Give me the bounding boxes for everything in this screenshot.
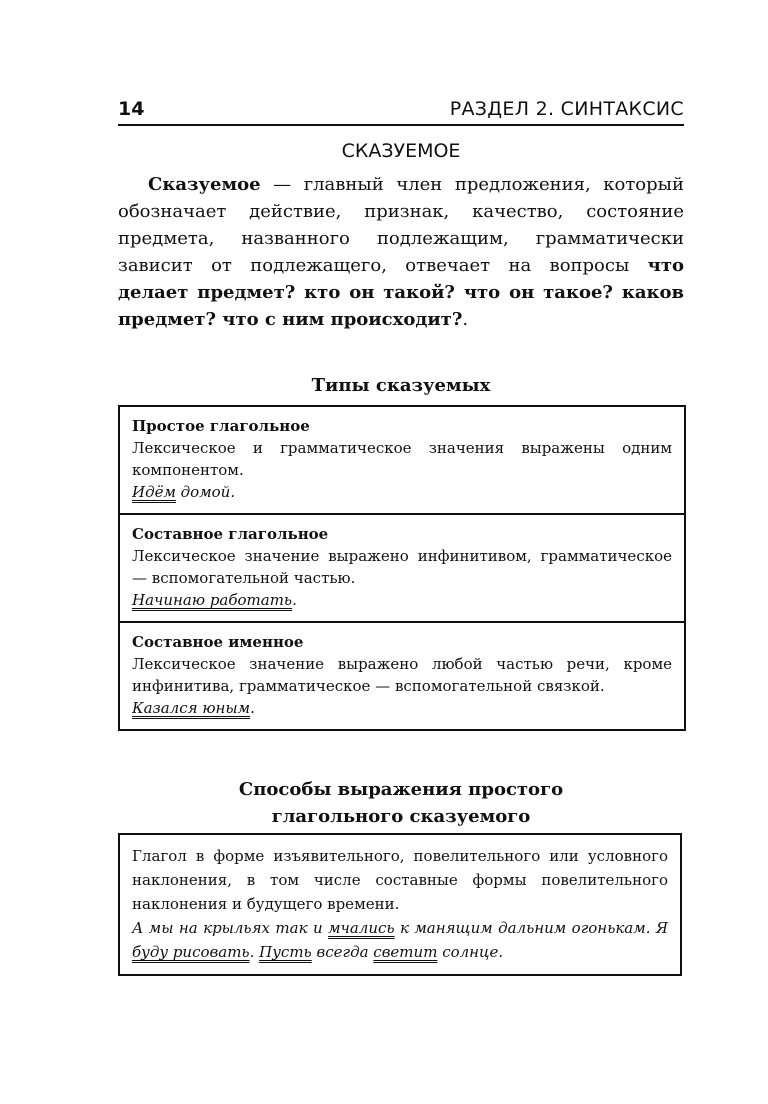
example-rest: домой. (175, 483, 236, 501)
types-heading: Типы сказуемых (311, 375, 491, 396)
section-header: РАЗДЕЛ 2. СИНТАКСИС (449, 98, 684, 120)
example-predicate: мчались (328, 919, 395, 937)
section-title: СКАЗУЕМОЕ (341, 140, 461, 162)
example-rest: . (250, 699, 255, 717)
type-example (132, 589, 672, 611)
type-title: Простое глагольное (132, 417, 310, 435)
definition-paragraph (118, 171, 684, 333)
definition-end: . (462, 309, 469, 330)
example-text: к манящим дальним огонькам. Я (394, 919, 668, 937)
example-text: . (249, 943, 260, 961)
example-predicate: светит (373, 943, 438, 961)
example-predicate: Идём (132, 483, 176, 501)
example-text: солнце. (437, 943, 504, 961)
ways-description: Глагол в форме изъявительного, повелительного или условного наклонения, в том числе составные формы повелительного наклонения и будущего времени. (132, 847, 668, 913)
ways-heading-line-2: глагольного сказуемого (271, 806, 531, 827)
ways-heading-line-1: Способы выражения простого (238, 779, 564, 800)
example-predicate: Начинаю работать (132, 591, 293, 609)
type-cell-compound-verbal (120, 513, 684, 621)
page-number: 14 (118, 98, 145, 120)
example-text: А мы на крыльях так и (132, 919, 329, 937)
type-cell-simple-verbal (120, 407, 684, 513)
ways-heading (118, 776, 684, 830)
definition-questions: что делает предмет? кто он такой? что он такое? каков предмет? что с ним происходит? (118, 255, 684, 330)
definition-term: Сказуемое (148, 174, 261, 195)
type-description: Лексическое значение выражено инфинитивом, грамматическое — вспомогательной частью. (132, 547, 672, 587)
page-header (118, 94, 684, 126)
definition-body: — главный член предложения, который обозначает действие, признак, качество, состояние предмета, названного подлежащим, грамматически зависит от подлежащего, отвечает на вопросы (118, 174, 684, 276)
ways-example (132, 916, 668, 964)
types-table (118, 405, 686, 731)
example-predicate: Пусть (259, 943, 312, 961)
type-example (132, 481, 672, 503)
definition-text (118, 171, 684, 333)
type-cell-compound-nominal (120, 621, 684, 729)
ways-box (118, 833, 682, 976)
type-example (132, 697, 672, 719)
example-predicate: Казался юным (132, 699, 251, 717)
example-text: всегда (311, 943, 374, 961)
type-description: Лексическое и грамматическое значения выражены одним компонентом. (132, 439, 672, 479)
type-title: Составное глагольное (132, 525, 329, 543)
example-rest: . (292, 591, 297, 609)
example-predicate: буду рисовать (132, 943, 250, 961)
type-description: Лексическое значение выражено любой частью речи, кроме инфинитива, грамматическое — вспомогательной связкой. (132, 655, 672, 695)
type-title: Составное именное (132, 633, 304, 651)
